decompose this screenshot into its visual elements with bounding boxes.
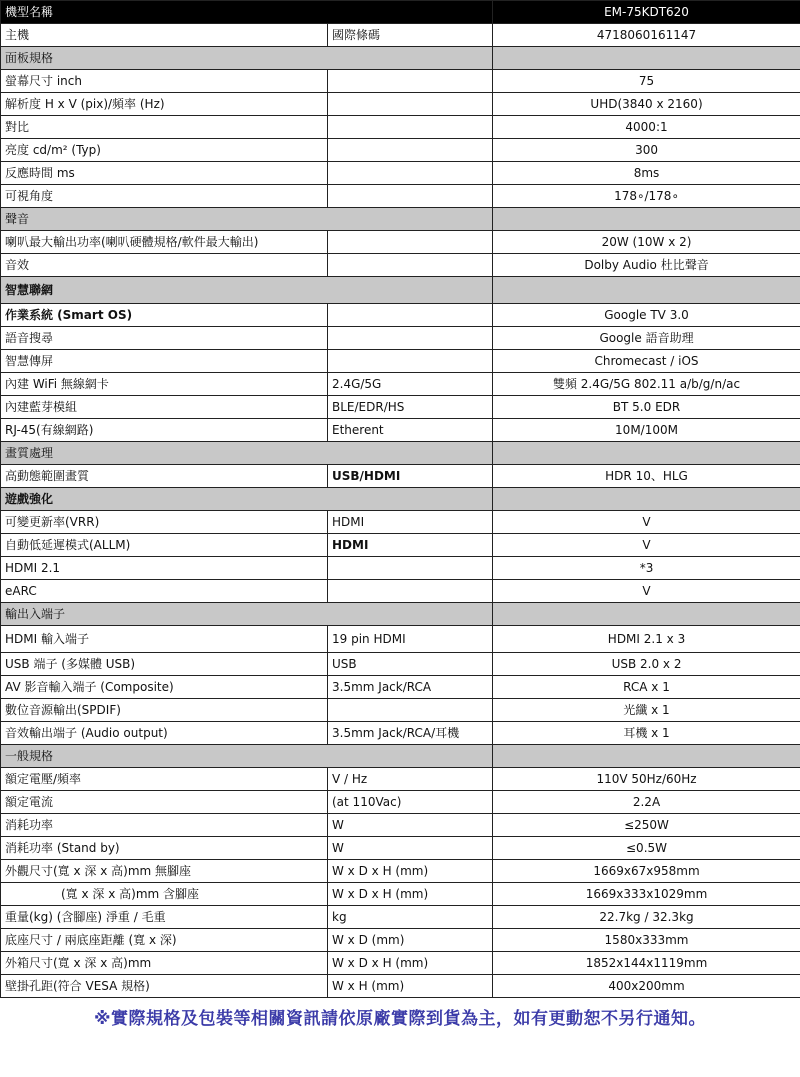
spec-interface: HDMI <box>328 534 493 557</box>
spec-row <box>1 396 800 419</box>
spec-value: BT 5.0 EDR <box>493 396 800 419</box>
spec-interface: Etherent <box>328 419 493 442</box>
spec-row <box>1 534 800 557</box>
spec-value: 400x200mm <box>493 975 800 998</box>
header-label: 機型名稱 <box>1 1 493 24</box>
spec-interface <box>328 557 493 580</box>
spec-label: 解析度 H x V (pix)/頻率 (Hz) <box>1 93 328 116</box>
spec-value: V <box>493 511 800 534</box>
spec-label: 反應時間 ms <box>1 162 328 185</box>
spec-interface <box>328 185 493 208</box>
spec-label: eARC <box>1 580 328 603</box>
spec-interface <box>328 699 493 722</box>
spec-interface: W x D x H (mm) <box>328 883 493 906</box>
section-empty-cell <box>493 277 800 304</box>
spec-label: USB 端子 (多媒體 USB) <box>1 653 328 676</box>
spec-interface: kg <box>328 906 493 929</box>
spec-interface: (at 110Vac) <box>328 791 493 814</box>
spec-label: 額定電壓/頻率 <box>1 768 328 791</box>
spec-label: 外觀尺寸(寬 x 深 x 高)mm 無腳座 <box>1 860 328 883</box>
section-header-row <box>1 47 800 70</box>
spec-interface <box>328 327 493 350</box>
spec-row <box>1 722 800 745</box>
spec-row <box>1 70 800 93</box>
spec-label: 可變更新率(VRR) <box>1 511 328 534</box>
spec-value: 75 <box>493 70 800 93</box>
spec-interface <box>328 254 493 277</box>
spec-value: Dolby Audio 杜比聲音 <box>493 254 800 277</box>
spec-interface: 19 pin HDMI <box>328 626 493 653</box>
spec-label: 高動態範圍畫質 <box>1 465 328 488</box>
spec-label: 喇叭最大輸出功率(喇叭硬體規格/軟件最大輸出) <box>1 231 328 254</box>
spec-value: Chromecast / iOS <box>493 350 800 373</box>
spec-value: 300 <box>493 139 800 162</box>
spec-row <box>1 676 800 699</box>
spec-label: AV 影音輸入端子 (Composite) <box>1 676 328 699</box>
spec-interface: W x D x H (mm) <box>328 860 493 883</box>
spec-row <box>1 768 800 791</box>
spec-value: HDMI 2.1 x 3 <box>493 626 800 653</box>
spec-interface: 3.5mm Jack/RCA/耳機 <box>328 722 493 745</box>
section-title: 一般規格 <box>1 745 493 768</box>
spec-interface: W x D (mm) <box>328 929 493 952</box>
spec-value: 2.2A <box>493 791 800 814</box>
spec-row <box>1 906 800 929</box>
spec-row <box>1 24 800 47</box>
spec-value: V <box>493 580 800 603</box>
spec-row <box>1 185 800 208</box>
spec-label: 外箱尺寸(寬 x 深 x 高)mm <box>1 952 328 975</box>
spec-value: Google 語音助理 <box>493 327 800 350</box>
spec-row <box>1 699 800 722</box>
spec-value: USB 2.0 x 2 <box>493 653 800 676</box>
spec-value: 4000:1 <box>493 116 800 139</box>
spec-label: 主機 <box>1 24 328 47</box>
spec-row <box>1 373 800 396</box>
spec-value: UHD(3840 x 2160) <box>493 93 800 116</box>
spec-interface <box>328 93 493 116</box>
spec-value: ≤250W <box>493 814 800 837</box>
spec-row <box>1 814 800 837</box>
spec-interface <box>328 350 493 373</box>
spec-label: HDMI 2.1 <box>1 557 328 580</box>
spec-value: V <box>493 534 800 557</box>
spec-row <box>1 116 800 139</box>
spec-interface: 3.5mm Jack/RCA <box>328 676 493 699</box>
spec-row <box>1 93 800 116</box>
spec-interface: 2.4G/5G <box>328 373 493 396</box>
section-header-row <box>1 745 800 768</box>
spec-interface <box>328 139 493 162</box>
spec-value: 1852x144x1119mm <box>493 952 800 975</box>
spec-label: 內建藍芽模組 <box>1 396 328 419</box>
spec-interface <box>328 231 493 254</box>
spec-interface: W <box>328 814 493 837</box>
section-header-row <box>1 208 800 231</box>
section-title: 智慧聯網 <box>1 277 493 304</box>
spec-row <box>1 975 800 998</box>
section-empty-cell <box>493 603 800 626</box>
spec-interface <box>328 70 493 93</box>
spec-label: 作業系統 (Smart OS) <box>1 304 328 327</box>
section-title: 遊戲強化 <box>1 488 493 511</box>
section-title: 聲音 <box>1 208 493 231</box>
spec-row <box>1 350 800 373</box>
spec-label: 螢幕尺寸 inch <box>1 70 328 93</box>
spec-value: 22.7kg / 32.3kg <box>493 906 800 929</box>
spec-value: 1669x333x1029mm <box>493 883 800 906</box>
spec-row <box>1 580 800 603</box>
section-empty-cell <box>493 745 800 768</box>
section-empty-cell <box>493 488 800 511</box>
spec-label: 音效輸出端子 (Audio output) <box>1 722 328 745</box>
spec-label: 壁掛孔距(符合 VESA 規格) <box>1 975 328 998</box>
spec-label: 數位音源輸出(SPDIF) <box>1 699 328 722</box>
spec-row <box>1 837 800 860</box>
spec-label: 消耗功率 <box>1 814 328 837</box>
spec-interface: 國際條碼 <box>328 24 493 47</box>
spec-interface: V / Hz <box>328 768 493 791</box>
spec-label: 對比 <box>1 116 328 139</box>
spec-row <box>1 883 800 906</box>
spec-value: 光纖 x 1 <box>493 699 800 722</box>
section-title: 面板規格 <box>1 47 493 70</box>
spec-row <box>1 557 800 580</box>
spec-row <box>1 791 800 814</box>
spec-label: 內建 WiFi 無線網卡 <box>1 373 328 396</box>
section-title: 輸出入端子 <box>1 603 493 626</box>
spec-label: 消耗功率 (Stand by) <box>1 837 328 860</box>
spec-value: Google TV 3.0 <box>493 304 800 327</box>
spec-value: 110V 50Hz/60Hz <box>493 768 800 791</box>
spec-row <box>1 860 800 883</box>
section-title: 畫質處理 <box>1 442 493 465</box>
spec-row <box>1 231 800 254</box>
section-header-row <box>1 488 800 511</box>
disclaimer-note: ※實際規格及包裝等相關資訊請依原廠實際到貨為主，如有更動恕不另行通知。 <box>93 1009 707 1029</box>
spec-value: 雙頻 2.4G/5G 802.11 a/b/g/n/ac <box>493 373 800 396</box>
spec-interface <box>328 162 493 185</box>
header-row <box>1 1 800 24</box>
spec-interface: BLE/EDR/HS <box>328 396 493 419</box>
spec-interface: W <box>328 837 493 860</box>
section-header-row <box>1 603 800 626</box>
spec-row <box>1 162 800 185</box>
spec-interface: HDMI <box>328 511 493 534</box>
spec-row <box>1 929 800 952</box>
section-empty-cell <box>493 208 800 231</box>
spec-label: 音效 <box>1 254 328 277</box>
spec-label: 智慧傳屏 <box>1 350 328 373</box>
spec-value: 10M/100M <box>493 419 800 442</box>
spec-label: 底座尺寸 / 兩底座距離 (寬 x 深) <box>1 929 328 952</box>
spec-interface <box>328 580 493 603</box>
spec-row <box>1 419 800 442</box>
spec-label: 額定電流 <box>1 791 328 814</box>
spec-label: RJ-45(有線網路) <box>1 419 328 442</box>
spec-row <box>1 304 800 327</box>
spec-value: 耳機 x 1 <box>493 722 800 745</box>
spec-value: 1669x67x958mm <box>493 860 800 883</box>
spec-row <box>1 327 800 350</box>
spec-label: 自動低延遲模式(ALLM) <box>1 534 328 557</box>
spec-value: HDR 10、HLG <box>493 465 800 488</box>
spec-interface: USB <box>328 653 493 676</box>
spec-label: HDMI 輸入端子 <box>1 626 328 653</box>
spec-interface <box>328 304 493 327</box>
spec-label: 亮度 cd/m² (Typ) <box>1 139 328 162</box>
spec-label: 重量(kg) (含腳座) 淨重 / 毛重 <box>1 906 328 929</box>
spec-value: *3 <box>493 557 800 580</box>
section-header-row <box>1 442 800 465</box>
section-header-row <box>1 277 800 304</box>
spec-value: ≤0.5W <box>493 837 800 860</box>
spec-value: 1580x333mm <box>493 929 800 952</box>
spec-row <box>1 952 800 975</box>
spec-label: 語音搜尋 <box>1 327 328 350</box>
spec-row <box>1 465 800 488</box>
spec-row <box>1 139 800 162</box>
spec-value: 20W (10W x 2) <box>493 231 800 254</box>
spec-interface: USB/HDMI <box>328 465 493 488</box>
spec-value: 8ms <box>493 162 800 185</box>
spec-interface: W x H (mm) <box>328 975 493 998</box>
spec-row <box>1 254 800 277</box>
spec-row <box>1 626 800 653</box>
spec-value: 178∘/178∘ <box>493 185 800 208</box>
section-empty-cell <box>493 442 800 465</box>
spec-row <box>1 511 800 534</box>
spec-value: 4718060161147 <box>493 24 800 47</box>
model-name: EM-75KDT620 <box>493 1 800 24</box>
spec-value: RCA x 1 <box>493 676 800 699</box>
spec-interface: W x D x H (mm) <box>328 952 493 975</box>
spec-row <box>1 653 800 676</box>
spec-label: 可視角度 <box>1 185 328 208</box>
spec-label: (寬 x 深 x 高)mm 含腳座 <box>1 883 328 906</box>
spec-interface <box>328 116 493 139</box>
section-empty-cell <box>493 47 800 70</box>
